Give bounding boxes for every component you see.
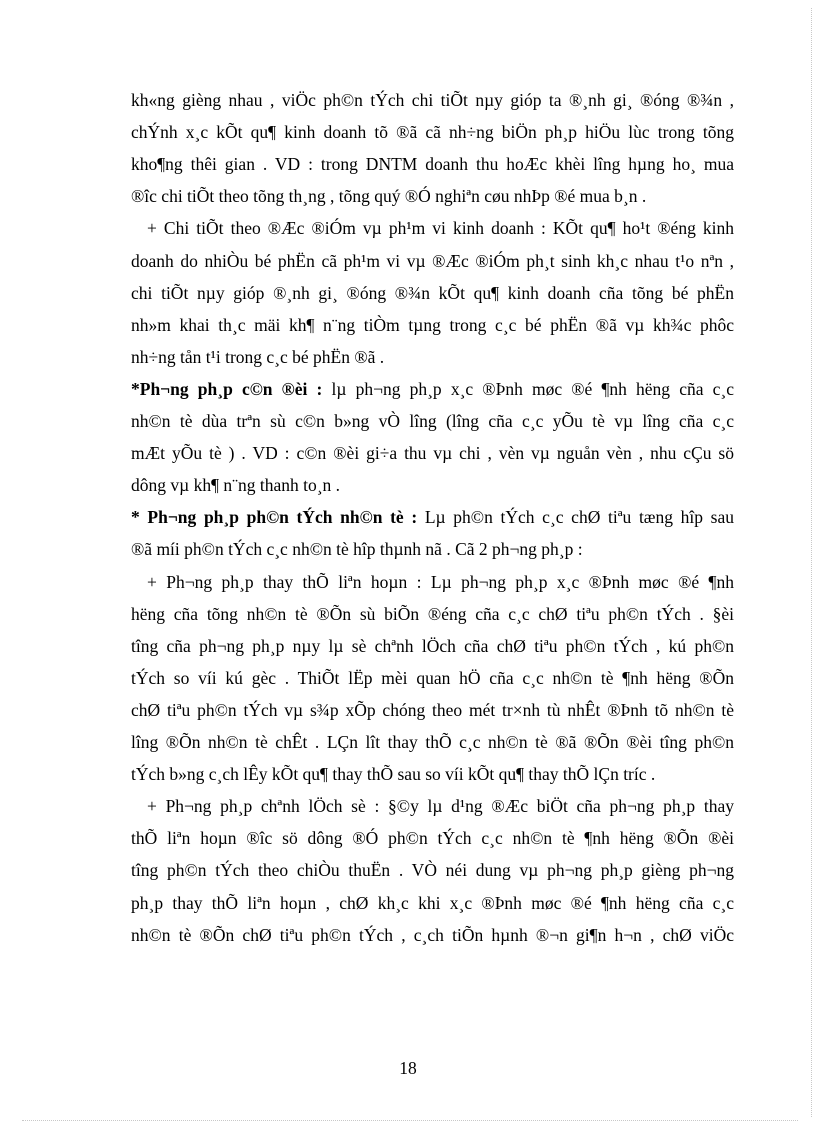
text-line	[131, 790, 734, 822]
line-text: ph¸p thay thÕ liªn hoµn , chØ kh¸c khi x¸c ®Þnh møc ®é ¶nh hëng cña c¸c	[131, 892, 734, 913]
line-text: nh©n tè ®Õn chØ tiªu ph©n tÝch , c¸ch tiÕn hµnh ®¬n gi¶n h¬n , chØ viÖc	[131, 924, 734, 945]
line-text: Lµ ph©n tÝch c¸c chØ tiªu tæng hîp sau	[417, 507, 734, 528]
text-line	[131, 373, 734, 405]
text-line	[131, 148, 734, 180]
line-text: nh»m khai th¸c mäi kh¶ n¨ng tiÒm tµng trong c¸c bé phËn ®ã vµ kh¾c phôc	[131, 314, 734, 335]
line-text: kh«ng gièng nhau , viÖc ph©n tÝch chi tiÕt nµy gióp ta ®¸nh gi¸ ®óng ®¾n ,	[131, 90, 734, 110]
text-line	[131, 84, 734, 116]
line-text: chÝnh x¸c kÕt qu¶ kinh doanh tõ ®ã cã nh÷ng biÖn ph¸p hiÖu lùc trong tõng	[131, 122, 734, 143]
line-text: ®ã míi ph©n tÝch c¸c nh©n tè hîp thµnh nã . Cã 2 ph¬ng ph¸p :	[131, 539, 583, 560]
text-line	[131, 212, 734, 244]
text-line	[131, 116, 734, 148]
page-right-border	[811, 8, 812, 1117]
text-line	[131, 694, 734, 726]
page-number: 18	[399, 1058, 417, 1078]
line-text: lîng ®Õn nh©n tè chÊt . LÇn lît thay thÕ c¸c nh©n tè ®ã ®Õn ®èi tîng ph©n	[131, 732, 734, 752]
text-line	[131, 533, 734, 565]
line-text: nh÷ng tån t¹i trong c¸c bé phËn ®ã .	[131, 346, 385, 367]
text-line	[131, 309, 734, 341]
section-heading: *Ph¬ng ph¸p c©n ®èi :	[131, 378, 323, 399]
text-line	[131, 726, 734, 758]
text-line	[131, 919, 734, 951]
line-text: tîng ph©n tÝch theo chiÒu thuËn . VÒ néi dung vµ ph¬ng ph¸p gièng ph¬ng	[131, 860, 734, 881]
text-line	[131, 758, 734, 790]
line-text: doanh do nhiÒu bé phËn cã ph¹m vi vµ ®Æc ®iÓm ph¸t sinh kh¸c nhau t¹o nªn ,	[131, 250, 734, 271]
page-bottom-border	[22, 1120, 798, 1121]
text-line	[131, 277, 734, 309]
text-line	[131, 630, 734, 662]
text-line	[131, 566, 734, 598]
section-heading: * Ph¬ng ph¸p ph©n tÝch nh©n tè :	[131, 507, 418, 528]
line-text: chi tiÕt nµy gióp ®¸nh gi¸ ®óng ®¾n kÕt qu¶ kinh doanh cña tõng bé phËn	[131, 282, 734, 303]
line-text: tÝch so víi kú gèc . ThiÕt lËp mèi quan hÖ cña c¸c nh©n tè ¶nh hëng ®Õn	[131, 667, 734, 688]
text-line	[131, 501, 734, 533]
line-text: kho¶ng thêi gian . VD : trong DNTM doanh thu hoÆc khèi lîng hµng ho¸ mua	[131, 154, 734, 175]
line-text: lµ ph¬ng ph¸p x¸c ®Þnh møc ®é ¶nh hëng cña c¸c	[322, 378, 734, 399]
line-text: nh©n tè dùa trªn sù c©n b»ng vÒ lîng (lîng cña c¸c yÕu tè vµ lîng cña c¸c	[131, 411, 734, 431]
line-text: tÝch b»ng c¸ch lÊy kÕt qu¶ thay thÕ sau so víi kÕt qu¶ thay thÕ lÇn tríc .	[131, 764, 656, 785]
text-line	[131, 180, 734, 212]
text-line	[131, 469, 734, 501]
text-line	[131, 245, 734, 277]
text-line	[131, 405, 734, 437]
line-text: + Ph¬ng ph¸p chªnh lÖch sè : §©y lµ d¹ng ®Æc biÖt cña ph¬ng ph¸p thay	[147, 796, 734, 817]
text-line	[131, 341, 734, 373]
text-line	[131, 887, 734, 919]
text-line	[131, 437, 734, 469]
line-text: dông vµ kh¶ n¨ng thanh to¸n .	[131, 475, 341, 496]
line-text: ®îc chi tiÕt theo tõng th¸ng , tõng quý ®Ó nghiªn cøu nhÞp ®é mua b¸n .	[131, 186, 647, 207]
line-text: thÕ liªn hoµn ®îc sö dông ®Ó ph©n tÝch c¸c nh©n tè ¶nh hëng ®Õn ®èi	[131, 828, 734, 849]
text-line	[131, 822, 734, 854]
text-line	[131, 662, 734, 694]
line-text: hëng cña tõng nh©n tè ®Õn sù biÕn ®éng cña c¸c chØ tiªu ph©n tÝch . §èi	[131, 603, 734, 624]
line-text: chØ tiªu ph©n tÝch vµ s¾p xÕp chóng theo mét tr×nh tù nhÊt ®Þnh tõ nh©n tè	[131, 699, 734, 720]
line-text: tîng cña ph¬ng ph¸p nµy lµ sè chªnh lÖch cña chØ tiªu ph©n tÝch , kú ph©n	[131, 635, 734, 656]
line-text: mÆt yÕu tè ) . VD : c©n ®èi gi÷a thu vµ chi , vèn vµ nguån vèn , nhu cÇu sö	[131, 443, 734, 464]
line-text: + Ph¬ng ph¸p thay thÕ liªn hoµn : Lµ ph¬ng ph¸p x¸c ®Þnh møc ®é ¶nh	[147, 571, 734, 592]
line-text: + Chi tiÕt theo ®Æc ®iÓm vµ ph¹m vi kinh doanh : KÕt qu¶ ho¹t ®éng kinh	[147, 218, 734, 239]
text-line	[131, 854, 734, 886]
text-line	[131, 598, 734, 630]
